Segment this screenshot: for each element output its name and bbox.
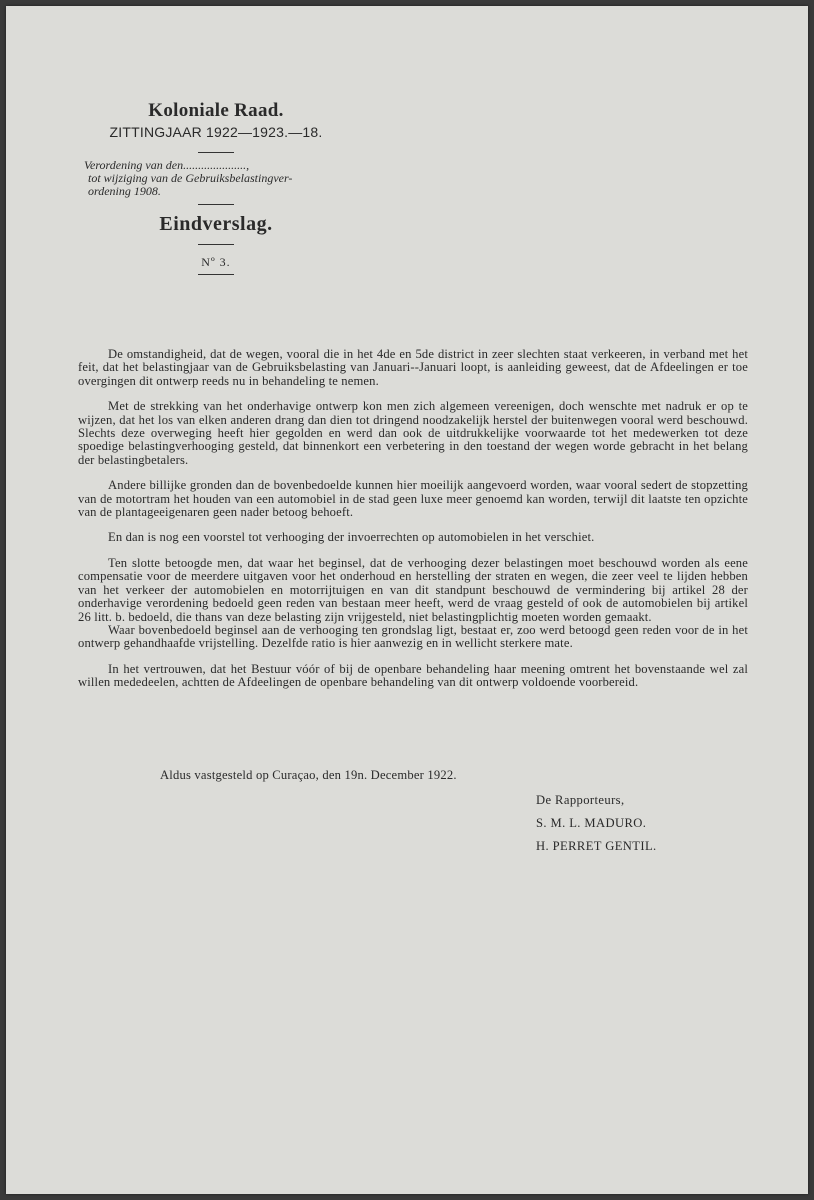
divider [198,244,234,245]
ordinance-line-1: Verordening van den....................., [84,158,250,172]
paragraph: De omstandigheid, dat de wegen, vooral die in het 4de en 5de district in zeer slechten staat verkeeren, in verband met het feit, dat het belastingjaar van de Gebruiksbelasting van Januari--Januari loopt, is aanleiding geweest, dat de Afdeelingen er toe overgingen dit ontwerp reeds nu in behandeling te nemen. [78,347,748,388]
paragraph: En dan is nog een voorstel tot verhooging der invoerrechten op automobielen in het verschiet. [108,530,595,545]
rapporteurs-heading: De Rapporteurs, [536,793,625,807]
document-header [76,100,356,275]
signature-block [536,794,657,863]
paragraph: Waar bovenbedoeld beginsel aan de verhooging ten grondslag ligt, bestaat er, zoo werd betoogd geen reden voor de in het ontwerp gehandhaafde vrijstelling. Dezelfde ratio is hier aanwezig en in wellicht sterkere mate. [78,622,748,651]
divider [198,204,234,205]
report-body [78,348,748,702]
ordinance-line-3: ordening 1908. [88,184,161,198]
document-page [6,6,808,1194]
divider [198,274,234,275]
paragraph: Ten slotte betoogde men, dat waar het beginsel, dat de verhooging dezer belastingen moet beschouwd worden als eene compensatie voor de meerdere uitgaven voor het onderhoud en herstelling der straten en wegen, die zeer veel te lijden hebben van het verkeer der automobielen en motorrijtuigen en van dit standpunt beschouwd de vermindering bij artikel 28 der onderhavige verordening bedoeld geen reden van bestaan meer heeft, werd de vraag gesteld of ook de automobielen bij artikel 26 litt. b. bedoeld, die thans van deze belasting zijn vrijgesteld, niet belastingplichtig moeten worden gemaakt. [78,555,748,624]
session-year: ZITTINGJAAR 1922—1923.—18. [109,124,323,140]
ordinance-subject [76,159,356,198]
paragraph: In het vertrouwen, dat het Bestuur vóór of bij de openbare behandeling haar meening omtrent het bovenstaande wel zal willen mededeelen, achtten de Afdeelingen de openbare behandeling van dit ontwerp voldoende voorbereid. [78,661,748,690]
report-title: Eindverslag. [159,213,273,235]
council-title: Koloniale Raad. [148,100,284,121]
rapporteur-name: H. PERRET GENTIL. [536,839,657,853]
report-number: Nº 3. [201,255,231,269]
rapporteur-name: S. M. L. MADURO. [536,816,647,830]
divider [198,152,234,153]
paragraph: Met de strekking van het onderhavige ontwerp kon men zich algemeen vereenigen, doch wenschte met nadruk er op te wijzen, dat het los van elken anderen drang dan dien tot dringend noodzakelijk herstel der buitenwegen vooral werd beschouwd. Slechts deze overweging heeft hier gegolden en werd dan ook de uitdrukkelijke voorwaarde tot het medewerken tot deze spoedige belastingverhooging gesteld, dat binnenkort een verbetering in den toestand der wegen worde gebracht in het belang der belastingbetalers. [78,399,748,467]
ordinance-line-2: tot wijziging van de Gebruiksbelastingver- [88,171,293,185]
adoption-statement: Aldus vastgesteld op Curaçao, den 19n. December 1922. [160,768,457,782]
paragraph: Andere billijke gronden dan de bovenbedoelde kunnen hier moeilijk aangevoerd worden, waar vooral sedert de stopzetting van de motortram het houden van een automobiel in de stad geen luxe meer genoemd kan worden, terwijl dit laatste ten opzichte van de plantageeigenaren geen nader betoog behoeft. [78,478,748,520]
